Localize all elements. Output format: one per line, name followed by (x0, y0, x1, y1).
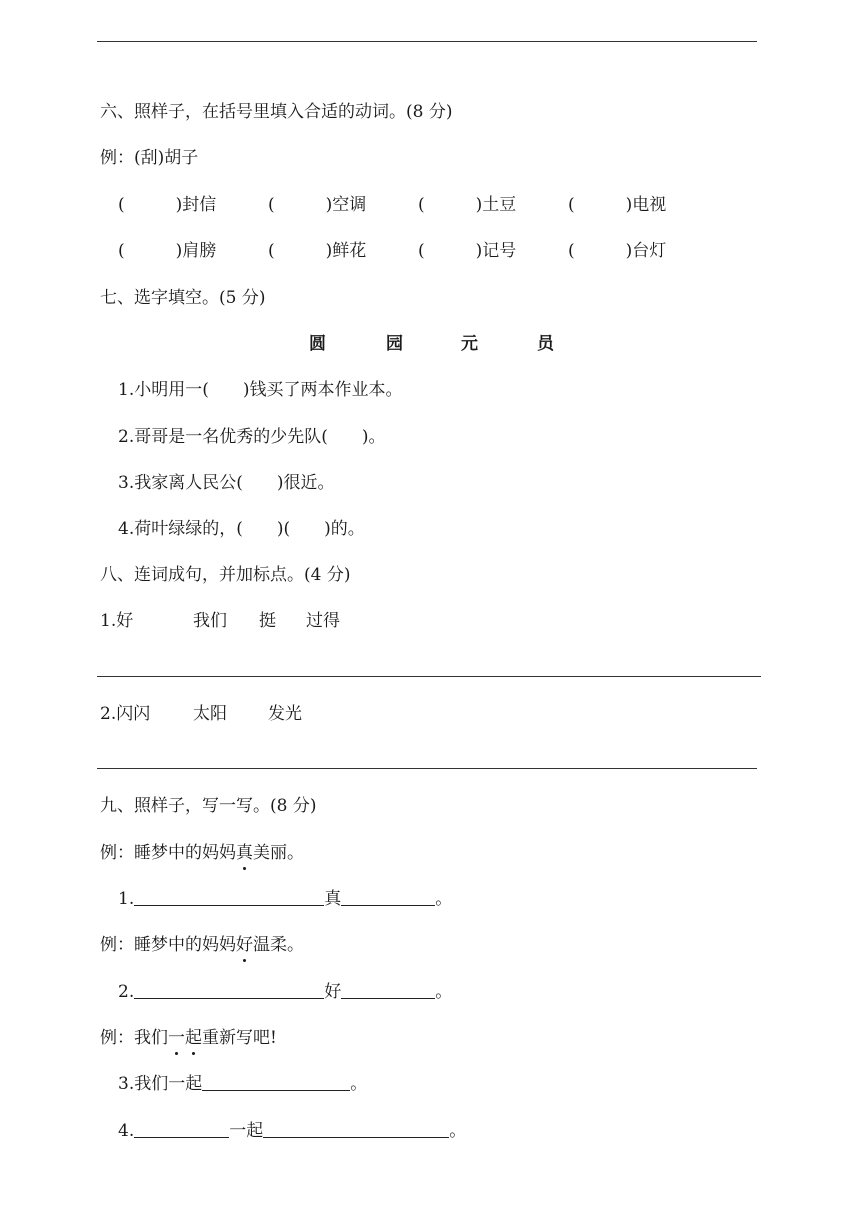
exercise-text: 好 (324, 982, 342, 1002)
example-2 (100, 935, 304, 955)
blank-item[interactable]: ( )记号 (418, 241, 517, 261)
header-rule (97, 41, 757, 42)
choice-char: 园 (386, 334, 403, 354)
emphasis-char: 好 (236, 935, 253, 955)
emphasis-char: 起 (185, 1028, 202, 1048)
word-item: 1.好 (100, 611, 134, 631)
answer-line[interactable] (97, 768, 757, 769)
blank-item[interactable]: ( )土豆 (418, 195, 517, 215)
question-4: 4.荷叶绿绿的，( )( )的。 (118, 519, 365, 539)
example-text: 重新写吧! (202, 1028, 277, 1048)
example-text: 例：睡梦中的妈妈 (100, 843, 236, 863)
blank-item[interactable]: ( )空调 (268, 195, 367, 215)
exercise-text: 。 (435, 982, 453, 1002)
word-item: 太阳 (193, 704, 227, 724)
blank-item[interactable]: ( )鲜花 (268, 241, 367, 261)
exercise-3 (118, 1074, 367, 1094)
word-item: 过得 (306, 611, 340, 631)
word-item: 我们 (193, 611, 227, 631)
example-text: 例：睡梦中的妈妈 (100, 935, 236, 955)
section-7-title: 七、选字填空。(5 分) (100, 288, 266, 308)
choice-char: 员 (537, 334, 554, 354)
exercise-text: 。 (435, 889, 453, 909)
question-1: 1.小明用一( )钱买了两本作业本。 (118, 380, 403, 400)
exercise-4 (118, 1121, 466, 1141)
example-text: 美丽。 (253, 843, 304, 863)
fill-blank[interactable] (341, 889, 435, 906)
exercise-number: 2. (118, 982, 135, 1002)
fill-blank[interactable] (202, 1074, 350, 1091)
exercise-number: 1. (118, 889, 135, 909)
blank-item[interactable]: ( )肩膀 (118, 241, 217, 261)
fill-blank[interactable] (134, 889, 324, 906)
question-3: 3.我家离人民公( )很近。 (118, 473, 335, 493)
section-6-title: 六、照样子，在括号里填入合适的动词。(8 分) (100, 102, 453, 122)
word-item: 挺 (259, 611, 276, 631)
fill-blank[interactable] (263, 1121, 449, 1138)
word-item: 发光 (268, 704, 302, 724)
section-8-title: 八、连词成句，并加标点。(4 分) (100, 565, 351, 585)
example-1 (100, 843, 304, 863)
exercise-1 (118, 889, 452, 909)
choice-char: 元 (461, 334, 478, 354)
exercise-text: 。 (449, 1121, 467, 1141)
example-text: 例：我们 (100, 1028, 168, 1048)
fill-blank[interactable] (134, 1121, 229, 1138)
word-item: 2.闪闪 (100, 704, 151, 724)
blank-item[interactable]: ( )电视 (568, 195, 667, 215)
blank-item[interactable]: ( )台灯 (568, 241, 667, 261)
exercise-text: 。 (350, 1074, 368, 1094)
section-6-example: 例：(刮)胡子 (100, 148, 199, 168)
exercise-text: 3.我们一起 (118, 1074, 203, 1094)
emphasis-char: 一 (168, 1028, 185, 1048)
question-2: 2.哥哥是一名优秀的少先队( )。 (118, 427, 386, 447)
section-9-title: 九、照样子，写一写。(8 分) (100, 796, 317, 816)
answer-line[interactable] (97, 676, 761, 677)
emphasis-char: 真 (236, 843, 253, 863)
exercise-text: 一起 (229, 1121, 264, 1141)
example-3 (100, 1028, 277, 1048)
exercise-text: 真 (324, 889, 342, 909)
choice-char: 圆 (309, 334, 326, 354)
fill-blank[interactable] (134, 982, 324, 999)
exercise-number: 4. (118, 1121, 135, 1141)
example-text: 温柔。 (253, 935, 304, 955)
fill-blank[interactable] (341, 982, 435, 999)
blank-item[interactable]: ( )封信 (118, 195, 217, 215)
exercise-2 (118, 982, 452, 1002)
